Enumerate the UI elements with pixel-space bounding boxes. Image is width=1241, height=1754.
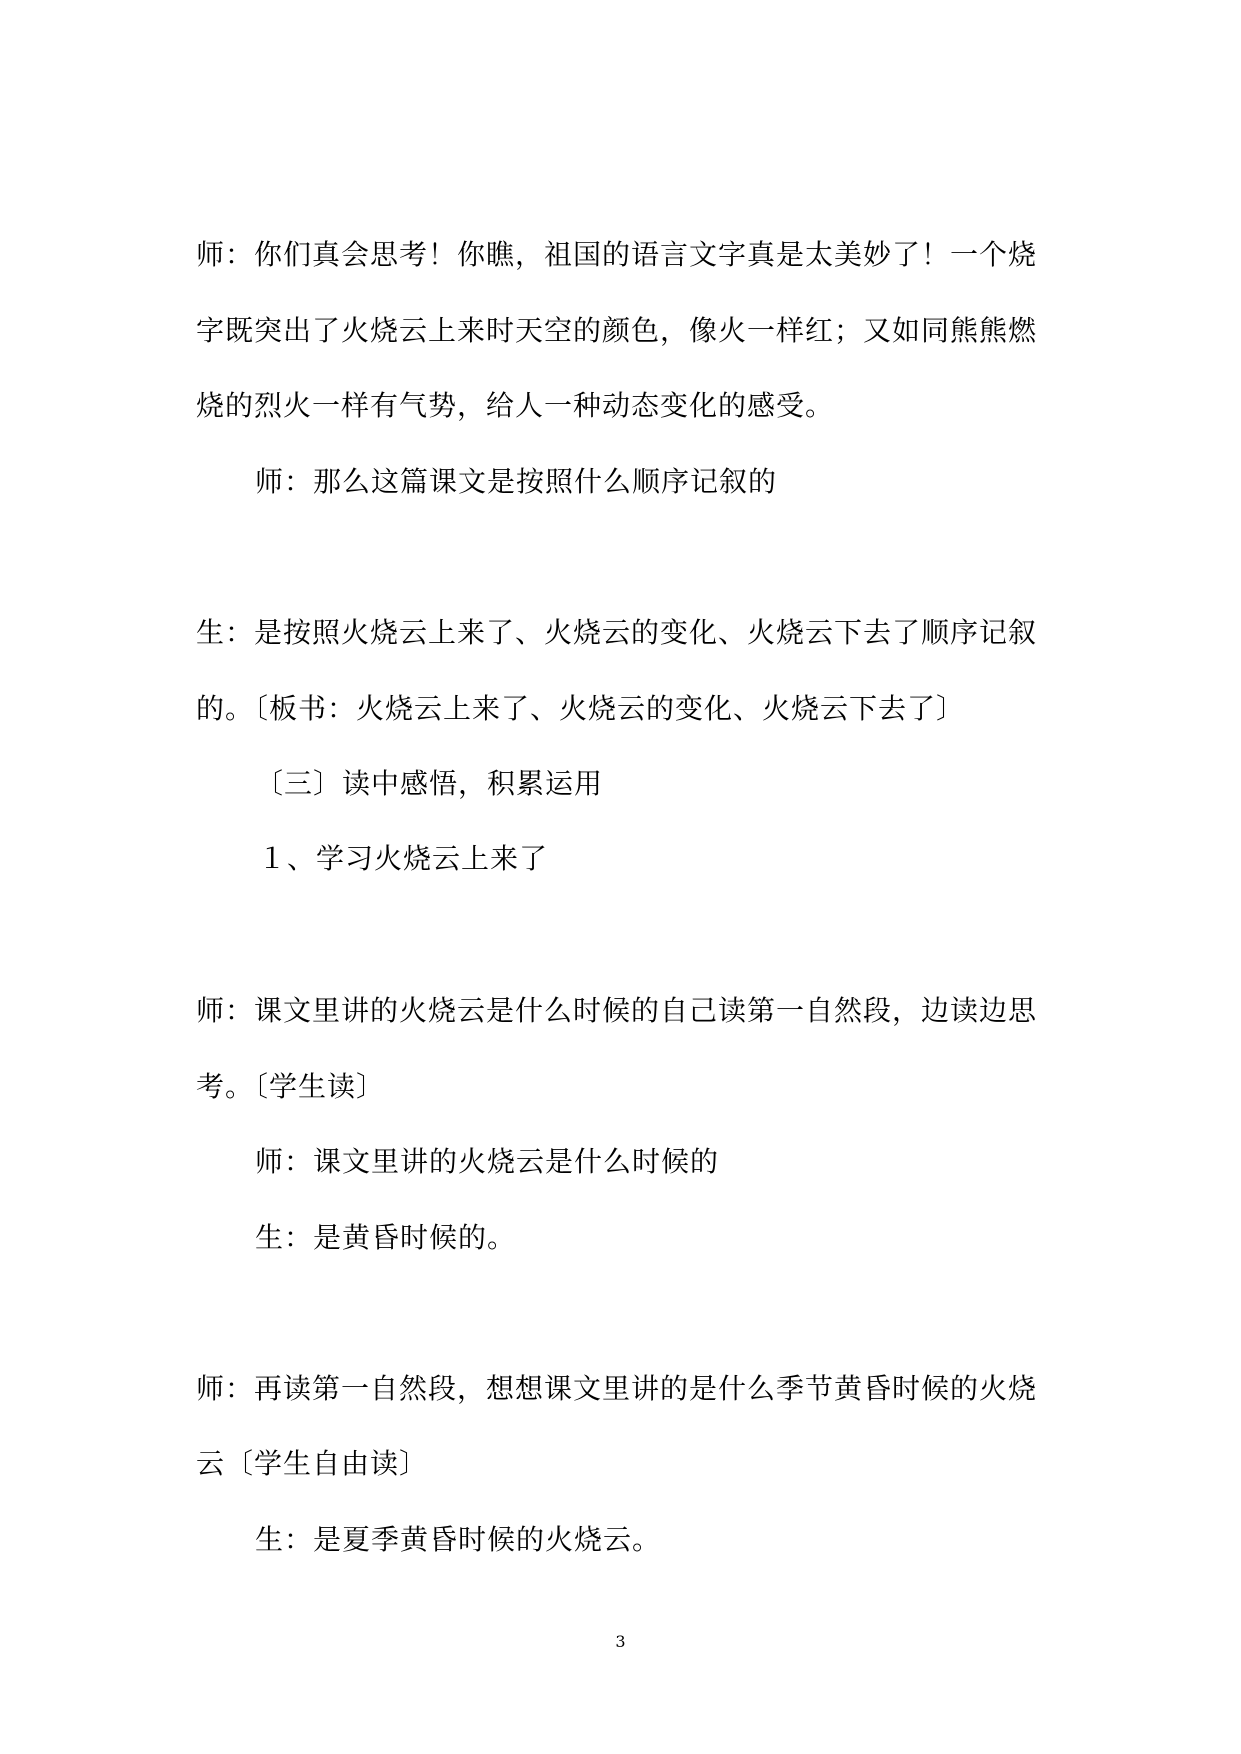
paragraph-line: 师：你们真会思考！你瞧，祖国的语言文字真是太美妙了！一个烧	[196, 238, 1038, 271]
paragraph-line: 生：是按照火烧云上来了、火烧云的变化、火烧云下去了顺序记叙	[196, 616, 1038, 649]
paragraph-line: 生：是夏季黄昏时候的火烧云。	[255, 1523, 662, 1556]
section-heading: 〔三〕读中感悟，积累运用	[255, 767, 604, 800]
paragraph-line: 字既突出了火烧云上来时天空的颜色，像火一样红；又如同熊熊燃	[196, 314, 1038, 347]
subsection-heading: １、学习火烧云上来了	[258, 842, 549, 875]
paragraph-line: 的。〔板书：火烧云上来了、火烧云的变化、火烧云下去了〕	[196, 692, 966, 725]
page-number: 3	[615, 1632, 626, 1651]
paragraph-line: 考。〔学生读〕	[196, 1070, 386, 1103]
paragraph-line: 生：是黄昏时候的。	[255, 1221, 517, 1254]
paragraph-line: 师：再读第一自然段，想想课文里讲的是什么季节黄昏时候的火烧	[196, 1372, 1038, 1405]
paragraph-line: 师：那么这篇课文是按照什么顺序记叙的	[255, 465, 778, 498]
paragraph-line: 烧的烈火一样有气势，给人一种动态变化的感受。	[196, 389, 835, 422]
paragraph-line: 师：课文里讲的火烧云是什么时候的自己读第一自然段，边读边思	[196, 994, 1038, 1027]
paragraph-line: 云〔学生自由读〕	[196, 1447, 429, 1480]
paragraph-line: 师：课文里讲的火烧云是什么时候的	[255, 1145, 720, 1178]
